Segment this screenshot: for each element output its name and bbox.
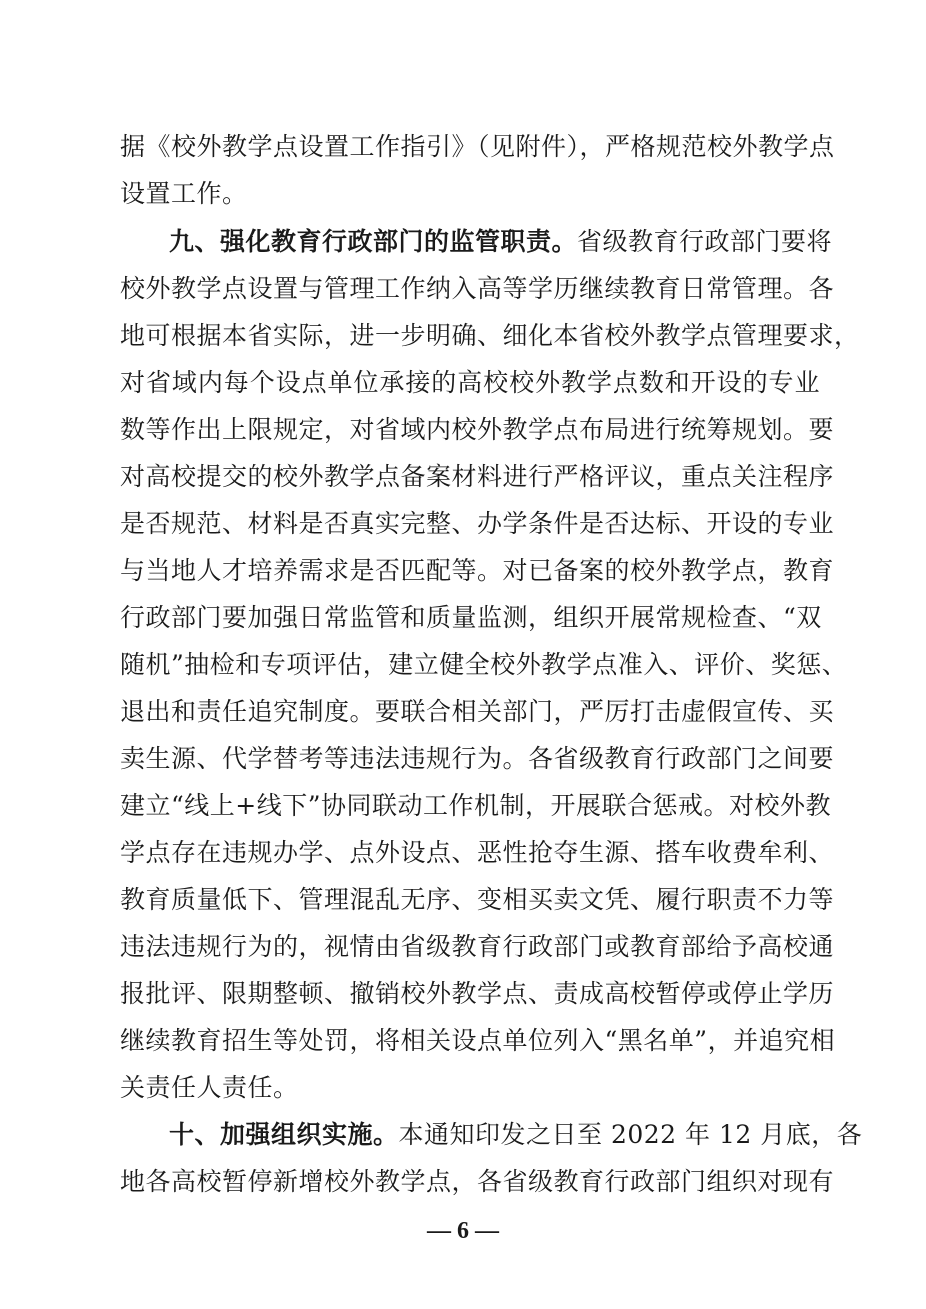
text-line: 校外教学点设置与管理工作纳入高等学历继续教育日常管理。各	[120, 274, 835, 303]
text-line: 建立“线上+线下”协同联动工作机制，开展联合惩戒。对校外教	[120, 791, 832, 820]
text-line: 设置工作。	[120, 179, 248, 208]
text-line: 对高校提交的校外教学点备案材料进行严格评议，重点关注程序	[120, 462, 835, 491]
section-9-first-line	[169, 222, 833, 262]
text-line: 教育质量低下、管理混乱无序、变相买卖文凭、履行职责不力等	[120, 885, 835, 914]
text-line: 地各高校暂停新增校外教学点，各省级教育行政部门组织对现有	[120, 1167, 835, 1196]
text-line: 继续教育招生等处罚，将相关设点单位列入“黑名单”，并追究相	[120, 1026, 836, 1055]
text-line: 据《校外教学点设置工作指引》（见附件），严格规范校外教学点	[120, 132, 835, 161]
text-line: 报批评、限期整顿、撤销校外教学点、责成高校暂停或停止学历	[120, 979, 835, 1008]
text-line: 地可根据本省实际，进一步明确、细化本省校外教学点管理要求，	[120, 321, 860, 350]
text-line: 与当地人才培养需求是否匹配等。对已备案的校外教学点，教育	[120, 556, 835, 585]
section-10-heading: 十、加强组织实施。	[169, 1120, 399, 1149]
text-line: 退出和责任追究制度。要联合相关部门，严厉打击虚假宣传、买	[120, 697, 835, 726]
text-line: 是否规范、材料是否真实完整、办学条件是否达标、开设的专业	[120, 509, 835, 538]
text-line: 随机”抽检和专项评估，建立健全校外教学点准入、评价、奖惩、	[120, 650, 848, 679]
text-line: 对省域内每个设点单位承接的高校校外教学点数和开设的专业	[120, 368, 820, 397]
section-10-first-line	[169, 1115, 863, 1155]
section-9-lead-text: 省级教育行政部门要将	[577, 227, 833, 256]
text-line: 关责任人责任。	[120, 1073, 299, 1102]
section-9-heading: 九、强化教育行政部门的监管职责。	[169, 227, 578, 256]
text-line: 学点存在违规办学、点外设点、恶性抢夺生源、搭车收费牟利、	[120, 838, 835, 867]
section-10-lead-text: 本通知印发之日至 2022 年 12 月底，各	[398, 1120, 863, 1149]
text-line: 违法违规行为的，视情由省级教育行政部门或教育部给予高校通	[120, 932, 835, 961]
text-line: 行政部门要加强日常监管和质量监测，组织开展常规检查、“双	[120, 603, 822, 632]
text-line: 卖生源、代学替考等违法违规行为。各省级教育行政部门之间要	[120, 744, 835, 773]
page-number: — 6 —	[427, 1218, 499, 1244]
text-line: 数等作出上限规定，对省域内校外教学点布局进行统筹规划。要	[120, 415, 835, 444]
